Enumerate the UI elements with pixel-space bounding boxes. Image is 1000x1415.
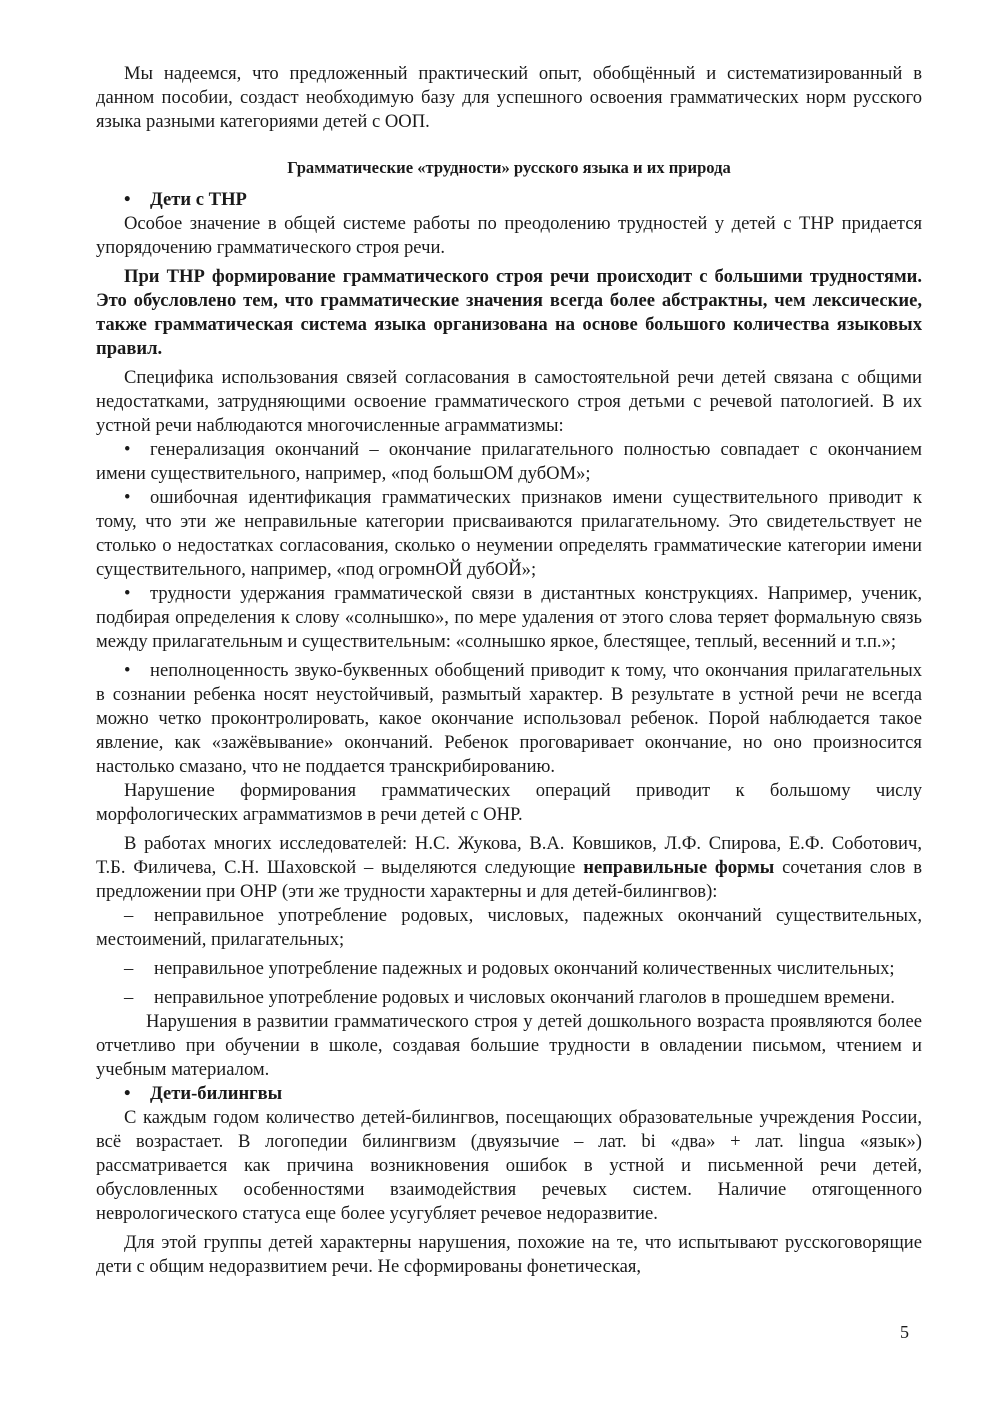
bold-phrase: неправильные формы [583,857,775,878]
dash-marker: – [124,987,134,1008]
list-item: • ошибочная идентификация грамматических признаков имени существительного приводит к тому, что эти же неправильные категории присваиваются прилагательному. Это свидетельствует не столько о недостатках согласования, сколько о неумении определять грамматические категории имени существительного, например, «под огромнОЙ дубОЙ»; [96,487,922,580]
intro-paragraph: Мы надеемся, что предложенный практический опыт, обобщённый и систематизированный в данном пособии, создаст необходимую базу для успешного освоения грамматических норм русского языка разными категориями детей с ООП. [96,63,922,132]
paragraph: Нарушения в развитии грамматического строя у детей дошкольного возраста проявляются более отчетливо при обучении в школе, создавая большие трудности в овладении письмом, чтением и учебным материалом. [96,1011,922,1080]
bullet-marker: • [124,583,131,604]
page-body [96,62,922,1279]
page-number: 5 [900,1322,909,1342]
list-item: • неполноценность звуко-буквенных обобщений приводит к тому, что окончания прилагательных в сознании ребенка носят неустойчивый, размытый характер. В результате в устной речи не всегда можно четко проконтролировать, какое окончание использовал ребенок. Порой наблюдается такое явление, как «зажёвывание» окончаний. Ребенок проговаривает окончание, но оно произносится настолько смазано, что не поддается транскрибированию. [96,660,922,777]
paragraph: С каждым годом количество детей-билингвов, посещающих образовательные учреждения России, всё возрастает. В логопедии билингвизм (двуязычие – лат. bi «два» + лат. lingua «язык») рассматривается как причина возникновения ошибок в устной и письменной речи детей, обусловленных особенностями взаимодействия речевых систем. Наличие отягощенного неврологического статуса еще более усугубляет речевое недоразвитие. [96,1107,922,1224]
dash-list-item: – неправильное употребление родовых и числовых окончаний глаголов в прошедшем времени. [124,987,895,1008]
bullet-marker: • [124,660,131,681]
list-item: • генерализация окончаний – окончание прилагательного полностью совпадает с окончанием имени существительного, например, «под большОМ дубОМ»; [96,439,922,484]
paragraph: Особое значение в общей системе работы по преодолению трудностей у детей с ТНР придается упорядочению грамматического строя речи. [96,213,922,258]
subheading-bilingual: • Дети-билингвы [124,1083,283,1104]
bold-paragraph: При ТНР формирование грамматического строя речи происходит с большими трудностями. Это обусловлено тем, что грамматические значения всегда более абстрактны, чем лексические, также грамматическая система языка организована на основе большого количества языковых правил. [96,266,922,359]
bullet-marker: • [124,189,131,210]
subheading-tnr: • Дети с ТНР [124,189,247,210]
dash-list-item: – неправильное употребление падежных и родовых окончаний количественных числительных; [124,958,895,979]
bullet-marker: • [124,487,131,508]
dash-marker: – [124,958,134,979]
paragraph: Специфика использования связей согласования в самостоятельной речи детей связана с общими недостатками, затрудняющими освоение грамматического строя детьми с речевой патологией. В их устной речи наблюдаются многочисленные аграмматизмы: [96,367,922,436]
dash-list-item: – неправильное употребление родовых, числовых, падежных окончаний существительных, местоимений, прилагательных; [96,905,922,950]
paragraph: Для этой группы детей характерны нарушения, похожие на те, что испытывают русскоговорящие дети с общим недоразвитием речи. Не сформированы фонетическая, [96,1232,922,1277]
dash-marker: – [124,905,134,926]
list-item: • трудности удержания грамматической связи в дистантных конструкциях. Например, ученик, подбирая определения к слову «солнышко», по мере удаления от этого слова теряет формальную связь между прилагательным и существительным: «солнышко яркое, блестящее, теплый, весенний и т.п.»; [96,583,922,652]
bullet-marker: • [124,439,131,460]
section-title: Грамматические «трудности» русского языка и их природа [287,158,731,177]
bullet-marker: • [124,1083,131,1104]
paragraph: В работах многих исследователей: Н.С. Жукова, В.А. Ковшиков, Л.Ф. Спирова, Е.Ф. Соботович, Т.Б. Филичева, С.Н. Шаховской – выделяются следующие неправильные формы сочетания слов в предложении при ОНР (эти же трудности характерны и для детей-билингвов): [96,833,922,902]
paragraph: Нарушение формирования грамматических операций приводит к большому числу морфологических аграмматизмов в речи детей с ОНР. [96,780,922,825]
